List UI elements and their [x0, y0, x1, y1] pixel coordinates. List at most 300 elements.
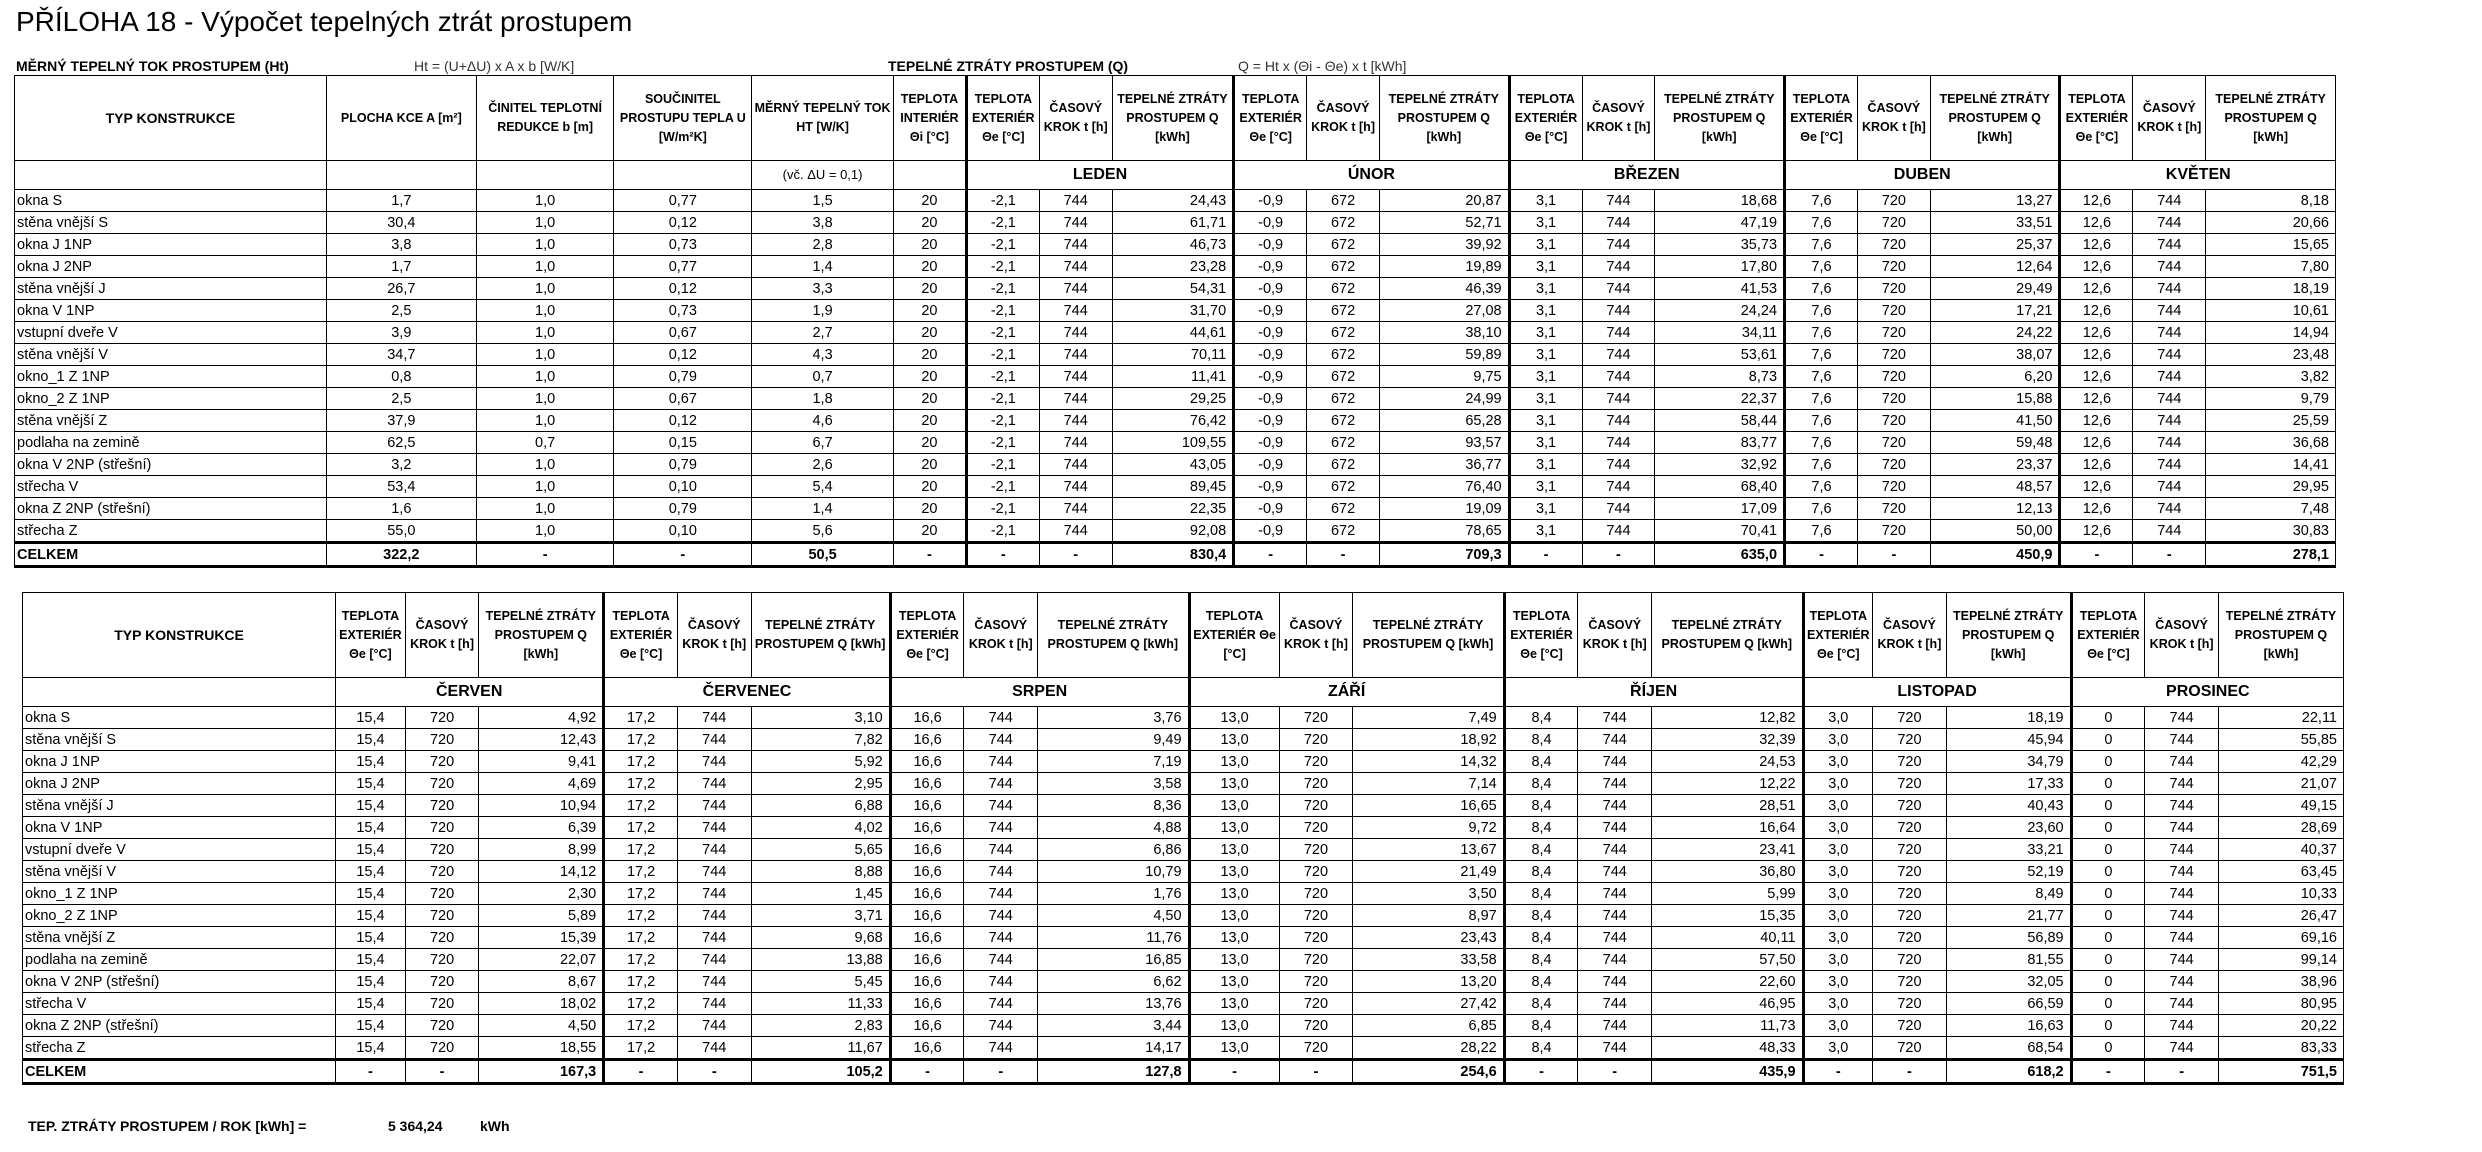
teplota-exterier-value: 8,4 — [1504, 861, 1578, 883]
heat-loss-value: 5,45 — [751, 971, 890, 993]
base-value: 1,8 — [752, 388, 894, 410]
teplota-exterier-value: 17,2 — [604, 971, 678, 993]
teplota-exterier-value: 0 — [2071, 993, 2145, 1015]
heat-loss-value: 4,92 — [479, 707, 604, 729]
heat-loss-value: 9,79 — [2206, 388, 2336, 410]
header-casovy-krok: ČASOVÝ KROK t [h] — [1039, 76, 1112, 161]
teplota-exterier-value: 15,4 — [336, 817, 406, 839]
total-dash: - — [476, 543, 614, 567]
teplota-exterier-value: 16,6 — [890, 1015, 964, 1037]
heat-loss-value: 24,43 — [1112, 190, 1234, 212]
header-typ-konstrukce: TYP KONSTRUKCE — [23, 593, 336, 678]
teplota-exterier-value: 17,2 — [604, 905, 678, 927]
heat-loss-value: 89,45 — [1112, 476, 1234, 498]
teplota-exterier-value: 7,6 — [1785, 366, 1858, 388]
heat-loss-value: 13,67 — [1353, 839, 1504, 861]
table-row — [23, 927, 2344, 949]
teplota-exterier-value: 3,1 — [1509, 388, 1582, 410]
teplota-exterier-value: -2,1 — [966, 366, 1039, 388]
table-row — [23, 795, 2344, 817]
teplota-exterier-value: 3,0 — [1803, 817, 1873, 839]
teplota-exterier-value: 3,1 — [1509, 256, 1582, 278]
table-row — [23, 729, 2344, 751]
teplota-exterier-value: 13,0 — [1189, 707, 1279, 729]
total-dash: - — [1234, 543, 1307, 567]
heat-loss-value: 8,36 — [1038, 795, 1189, 817]
base-value: 5,6 — [752, 520, 894, 543]
header-teplota-exterier: TEPLOTA EXTERIÉR Θe [°C] — [890, 593, 964, 678]
heat-loss-value: 57,50 — [1652, 949, 1803, 971]
page-title: PŘÍLOHA 18 - Výpočet tepelných ztrát prostupem — [16, 6, 633, 37]
casovy-krok-value: 744 — [2133, 234, 2206, 256]
casovy-krok-value: 720 — [405, 773, 479, 795]
heat-loss-value: 36,80 — [1652, 861, 1803, 883]
header-teplota-interier: TEPLOTA INTERIÉR Θi [°C] — [893, 76, 966, 161]
casovy-krok-value: 720 — [1873, 883, 1947, 905]
heat-loss-value: 9,72 — [1353, 817, 1504, 839]
heat-loss-value: 3,71 — [751, 905, 890, 927]
casovy-krok-value: 672 — [1307, 300, 1380, 322]
total-dash: - — [1189, 1060, 1279, 1084]
base-value: 1,6 — [326, 498, 476, 520]
heat-loss-value: 17,21 — [1930, 300, 2060, 322]
teplota-exterier-value: 16,6 — [890, 839, 964, 861]
base-value: 55,0 — [326, 520, 476, 543]
heat-loss-value: 45,94 — [1946, 729, 2071, 751]
casovy-krok-value: 744 — [2133, 498, 2206, 520]
casovy-krok-value: 744 — [1578, 905, 1652, 927]
heat-loss-value: 47,19 — [1655, 212, 1785, 234]
teplota-exterier-value: 17,2 — [604, 883, 678, 905]
total-dash: - — [1279, 1060, 1353, 1084]
casovy-krok-value: 744 — [964, 817, 1038, 839]
heat-loss-value: 7,82 — [751, 729, 890, 751]
section2-formula: Q = Ht x (Θi - Θe) x t [kWh] — [1238, 58, 1407, 74]
table-row — [15, 212, 2336, 234]
heat-loss-value: 6,88 — [751, 795, 890, 817]
heat-loss-value: 5,89 — [479, 905, 604, 927]
casovy-krok-value: 744 — [964, 707, 1038, 729]
casovy-krok-value: 744 — [2133, 344, 2206, 366]
heat-loss-value: 35,73 — [1655, 234, 1785, 256]
heat-loss-value: 31,70 — [1112, 300, 1234, 322]
header-casovy-krok: ČASOVÝ KROK t [h] — [2133, 76, 2206, 161]
heat-loss-value: 4,50 — [479, 1015, 604, 1037]
construction-type: střecha V — [23, 993, 336, 1015]
teplota-exterier-value: 3,1 — [1509, 190, 1582, 212]
casovy-krok-value: 744 — [1039, 300, 1112, 322]
header-casovy-krok: ČASOVÝ KROK t [h] — [1857, 76, 1930, 161]
casovy-krok-value: 744 — [2145, 1037, 2219, 1060]
teplota-exterier-value: -2,1 — [966, 388, 1039, 410]
teplota-exterier-value: 0 — [2071, 1015, 2145, 1037]
heat-loss-value: 36,68 — [2206, 432, 2336, 454]
total-label: CELKEM — [23, 1060, 336, 1084]
base-value: 2,5 — [326, 388, 476, 410]
table-row — [15, 476, 2336, 498]
heat-loss-value: 2,83 — [751, 1015, 890, 1037]
teplota-exterier-value: 15,4 — [336, 927, 406, 949]
heat-loss-value: 2,95 — [751, 773, 890, 795]
heat-loss-value: 54,31 — [1112, 278, 1234, 300]
total-dash: - — [405, 1060, 479, 1084]
teplota-exterier-value: 3,0 — [1803, 861, 1873, 883]
heat-loss-value: 38,10 — [1380, 322, 1510, 344]
header-teplota-exterier: TEPLOTA EXTERIÉR Θe [°C] — [1189, 593, 1279, 678]
base-value: 34,7 — [326, 344, 476, 366]
base-value: 1,7 — [326, 256, 476, 278]
teplota-exterier-value: 8,4 — [1504, 993, 1578, 1015]
teplota-exterier-value: 13,0 — [1189, 751, 1279, 773]
casovy-krok-value: 720 — [1279, 949, 1353, 971]
casovy-krok-value: 720 — [1857, 454, 1930, 476]
casovy-krok-value: 744 — [1039, 234, 1112, 256]
casovy-krok-value: 720 — [1857, 322, 1930, 344]
casovy-krok-value: 720 — [1279, 707, 1353, 729]
casovy-krok-value: 744 — [1039, 366, 1112, 388]
teplota-exterier-value: 3,0 — [1803, 949, 1873, 971]
teplota-exterier-value: 3,0 — [1803, 751, 1873, 773]
base-value: 1,0 — [476, 256, 614, 278]
header-casovy-krok: ČASOVÝ KROK t [h] — [1582, 76, 1655, 161]
construction-type: okno_2 Z 1NP — [23, 905, 336, 927]
heat-loss-value: 68,40 — [1655, 476, 1785, 498]
casovy-krok-value: 744 — [2133, 476, 2206, 498]
total-heat-loss: 450,9 — [1930, 543, 2060, 567]
casovy-krok-value: 744 — [1582, 278, 1655, 300]
total-heat-loss: 167,3 — [479, 1060, 604, 1084]
heat-loss-value: 42,29 — [2218, 751, 2343, 773]
heat-loss-value: 12,13 — [1930, 498, 2060, 520]
casovy-krok-value: 672 — [1307, 366, 1380, 388]
teplota-exterier-value: 8,4 — [1504, 795, 1578, 817]
teplota-exterier-value: 15,4 — [336, 1015, 406, 1037]
teplota-exterier-value: 15,4 — [336, 883, 406, 905]
construction-type: okno_2 Z 1NP — [15, 388, 327, 410]
heat-loss-value: 20,66 — [2206, 212, 2336, 234]
heat-loss-value: 9,75 — [1380, 366, 1510, 388]
casovy-krok-value: 720 — [1873, 751, 1947, 773]
base-value: 1,7 — [326, 190, 476, 212]
table-row — [23, 905, 2344, 927]
base-value: 1,0 — [476, 278, 614, 300]
base-value: 26,7 — [326, 278, 476, 300]
casovy-krok-value: 744 — [964, 773, 1038, 795]
teplota-exterier-value: 16,6 — [890, 949, 964, 971]
header-tepelne-ztraty: TEPELNÉ ZTRÁTY PROSTUPEM Q [kWh] — [1655, 76, 1785, 161]
teplota-exterier-value: 7,6 — [1785, 256, 1858, 278]
casovy-krok-value: 744 — [2133, 322, 2206, 344]
casovy-krok-value: 744 — [2145, 993, 2219, 1015]
teplota-exterier-value: 13,0 — [1189, 905, 1279, 927]
heat-loss-value: 40,43 — [1946, 795, 2071, 817]
heat-loss-value: 76,40 — [1380, 476, 1510, 498]
total-dash: - — [1582, 543, 1655, 567]
heat-loss-value: 8,73 — [1655, 366, 1785, 388]
heat-loss-value: 99,14 — [2218, 949, 2343, 971]
header-teplota-exterier: TEPLOTA EXTERIÉR Θe [°C] — [1803, 593, 1873, 678]
teplota-exterier-value: 3,1 — [1509, 234, 1582, 256]
base-value: 20 — [893, 476, 966, 498]
teplota-exterier-value: 16,6 — [890, 751, 964, 773]
heat-loss-value: 28,69 — [2218, 817, 2343, 839]
base-value: 1,0 — [476, 366, 614, 388]
casovy-krok-value: 744 — [1582, 234, 1655, 256]
total-heat-loss: 635,0 — [1655, 543, 1785, 567]
base-value: 0,8 — [326, 366, 476, 388]
table-row — [15, 344, 2336, 366]
base-value: 20 — [893, 190, 966, 212]
base-value: 20 — [893, 520, 966, 543]
heat-loss-value: 83,77 — [1655, 432, 1785, 454]
table-row — [15, 432, 2336, 454]
heat-loss-value: 48,57 — [1930, 476, 2060, 498]
casovy-krok-value: 720 — [405, 707, 479, 729]
casovy-krok-value: 720 — [1857, 300, 1930, 322]
teplota-exterier-value: -0,9 — [1234, 344, 1307, 366]
teplota-exterier-value: 17,2 — [604, 817, 678, 839]
heat-loss-value: 93,57 — [1380, 432, 1510, 454]
casovy-krok-value: 720 — [1873, 905, 1947, 927]
heat-loss-value: 76,42 — [1112, 410, 1234, 432]
teplota-exterier-value: 12,6 — [2060, 498, 2133, 520]
casovy-krok-value: 744 — [1578, 751, 1652, 773]
teplota-exterier-value: -0,9 — [1234, 476, 1307, 498]
base-value: 0,79 — [614, 498, 752, 520]
heat-loss-value: 26,47 — [2218, 905, 2343, 927]
total-heat-loss: 830,4 — [1112, 543, 1234, 567]
heat-loss-value: 15,65 — [2206, 234, 2336, 256]
header-tepelne-ztraty: TEPELNÉ ZTRÁTY PROSTUPEM Q [kWh] — [1380, 76, 1510, 161]
heat-loss-value: 52,19 — [1946, 861, 2071, 883]
month-header-zari: ZÁŘÍ — [1189, 678, 1504, 707]
casovy-krok-value: 744 — [1578, 729, 1652, 751]
heat-loss-value: 15,39 — [479, 927, 604, 949]
total-dash: - — [893, 543, 966, 567]
heat-loss-value: 12,82 — [1652, 707, 1803, 729]
casovy-krok-value: 720 — [1279, 993, 1353, 1015]
teplota-exterier-value: -2,1 — [966, 256, 1039, 278]
heat-loss-value: 5,92 — [751, 751, 890, 773]
casovy-krok-value: 720 — [1873, 817, 1947, 839]
header-plocha: PLOCHA KCE A [m²] — [326, 76, 476, 161]
heat-loss-value: 15,35 — [1652, 905, 1803, 927]
heat-loss-value: 41,50 — [1930, 410, 2060, 432]
casovy-krok-value: 720 — [405, 1015, 479, 1037]
heat-loss-value: 18,19 — [2206, 278, 2336, 300]
heat-loss-value: 29,25 — [1112, 388, 1234, 410]
casovy-krok-value: 720 — [405, 971, 479, 993]
total-dash: - — [890, 1060, 964, 1084]
table-row — [15, 278, 2336, 300]
month-header-rijen: ŘÍJEN — [1504, 678, 1803, 707]
teplota-exterier-value: 16,6 — [890, 927, 964, 949]
casovy-krok-value: 672 — [1307, 498, 1380, 520]
teplota-exterier-value: 16,6 — [890, 861, 964, 883]
teplota-exterier-value: 13,0 — [1189, 1037, 1279, 1060]
construction-type: stěna vnější J — [23, 795, 336, 817]
month-header-brezen: BŘEZEN — [1509, 161, 1784, 190]
teplota-exterier-value: 0 — [2071, 729, 2145, 751]
heat-loss-value: 16,63 — [1946, 1015, 2071, 1037]
heat-loss-value: 3,58 — [1038, 773, 1189, 795]
base-value: 0,77 — [614, 190, 752, 212]
total-dash: - — [2060, 543, 2133, 567]
casovy-krok-value: 744 — [1578, 949, 1652, 971]
teplota-exterier-value: 12,6 — [2060, 190, 2133, 212]
heat-loss-value: 10,79 — [1038, 861, 1189, 883]
heat-loss-value: 19,89 — [1380, 256, 1510, 278]
teplota-exterier-value: 13,0 — [1189, 993, 1279, 1015]
teplota-exterier-value: 13,0 — [1189, 861, 1279, 883]
table-row — [23, 1037, 2344, 1060]
teplota-exterier-value: 3,1 — [1509, 454, 1582, 476]
total-dash: - — [1039, 543, 1112, 567]
construction-type: okna S — [23, 707, 336, 729]
heat-loss-value: 5,65 — [751, 839, 890, 861]
heat-loss-value: 8,18 — [2206, 190, 2336, 212]
heat-loss-value: 33,58 — [1353, 949, 1504, 971]
heat-loss-value: 21,77 — [1946, 905, 2071, 927]
teplota-exterier-value: 15,4 — [336, 861, 406, 883]
teplota-exterier-value: 3,1 — [1509, 344, 1582, 366]
teplota-exterier-value: 3,0 — [1803, 971, 1873, 993]
heat-loss-value: 9,68 — [751, 927, 890, 949]
teplota-exterier-value: -0,9 — [1234, 366, 1307, 388]
heat-loss-value: 27,42 — [1353, 993, 1504, 1015]
teplota-exterier-value: 16,6 — [890, 795, 964, 817]
header-teplota-exterier: TEPLOTA EXTERIÉR Θe [°C] — [2060, 76, 2133, 161]
casovy-krok-value: 744 — [677, 1015, 751, 1037]
teplota-exterier-value: 13,0 — [1189, 773, 1279, 795]
heat-loss-value: 12,64 — [1930, 256, 2060, 278]
base-value: 20 — [893, 366, 966, 388]
casovy-krok-value: 744 — [2133, 410, 2206, 432]
casovy-krok-value: 720 — [1279, 861, 1353, 883]
base-value: 1,9 — [752, 300, 894, 322]
casovy-krok-value: 744 — [2133, 256, 2206, 278]
teplota-exterier-value: 7,6 — [1785, 432, 1858, 454]
total-plocha: 322,2 — [326, 543, 476, 567]
heat-loss-value: 4,50 — [1038, 905, 1189, 927]
base-value: 0,73 — [614, 234, 752, 256]
header-casovy-krok: ČASOVÝ KROK t [h] — [1873, 593, 1947, 678]
teplota-exterier-value: -2,1 — [966, 476, 1039, 498]
teplota-exterier-value: 16,6 — [890, 905, 964, 927]
casovy-krok-value: 744 — [2145, 971, 2219, 993]
total-row — [23, 1060, 2344, 1084]
teplota-exterier-value: 12,6 — [2060, 432, 2133, 454]
month-header-kveten: KVĚTEN — [2060, 161, 2336, 190]
teplota-exterier-value: 7,6 — [1785, 300, 1858, 322]
header-teplota-exterier: TEPLOTA EXTERIÉR Θe [°C] — [604, 593, 678, 678]
base-value: 1,0 — [476, 498, 614, 520]
total-heat-loss: 127,8 — [1038, 1060, 1189, 1084]
casovy-krok-value: 720 — [1873, 1015, 1947, 1037]
teplota-exterier-value: 8,4 — [1504, 707, 1578, 729]
table-row — [15, 520, 2336, 543]
header-teplota-exterier: TEPLOTA EXTERIÉR Θe [°C] — [1234, 76, 1307, 161]
heat-loss-value: 8,88 — [751, 861, 890, 883]
teplota-exterier-value: 8,4 — [1504, 839, 1578, 861]
teplota-exterier-value: 16,6 — [890, 883, 964, 905]
casovy-krok-value: 744 — [1582, 300, 1655, 322]
casovy-krok-value: 720 — [1279, 1015, 1353, 1037]
casovy-krok-value: 720 — [1857, 520, 1930, 543]
heat-loss-value: 53,61 — [1655, 344, 1785, 366]
construction-type: okna Z 2NP (střešní) — [23, 1015, 336, 1037]
heat-loss-value: 15,88 — [1930, 388, 2060, 410]
base-value: 1,0 — [476, 520, 614, 543]
teplota-exterier-value: -0,9 — [1234, 234, 1307, 256]
casovy-krok-value: 744 — [1039, 388, 1112, 410]
teplota-exterier-value: 8,4 — [1504, 927, 1578, 949]
casovy-krok-value: 744 — [1582, 190, 1655, 212]
casovy-krok-value: 720 — [1857, 476, 1930, 498]
base-value: 20 — [893, 322, 966, 344]
header-casovy-krok: ČASOVÝ KROK t [h] — [1578, 593, 1652, 678]
teplota-exterier-value: 16,6 — [890, 1037, 964, 1060]
teplota-exterier-value: 3,0 — [1803, 773, 1873, 795]
heat-loss-value: 59,89 — [1380, 344, 1510, 366]
heat-loss-value: 11,67 — [751, 1037, 890, 1060]
base-value: 20 — [893, 234, 966, 256]
casovy-krok-value: 744 — [677, 1037, 751, 1060]
base-value: 0,10 — [614, 476, 752, 498]
construction-type: stěna vnější V — [23, 861, 336, 883]
teplota-exterier-value: 3,0 — [1803, 729, 1873, 751]
casovy-krok-value: 744 — [2145, 905, 2219, 927]
header-merny-tok: MĚRNÝ TEPELNÝ TOK HT [W/K] — [752, 76, 894, 161]
casovy-krok-value: 720 — [1873, 861, 1947, 883]
base-value: 1,0 — [476, 454, 614, 476]
table-row — [15, 190, 2336, 212]
heat-loss-value: 3,50 — [1353, 883, 1504, 905]
casovy-krok-value: 744 — [964, 1015, 1038, 1037]
teplota-exterier-value: -0,9 — [1234, 212, 1307, 234]
teplota-exterier-value: 3,0 — [1803, 993, 1873, 1015]
base-value: 0,12 — [614, 410, 752, 432]
construction-type: okna J 1NP — [23, 751, 336, 773]
heat-loss-value: 3,76 — [1038, 707, 1189, 729]
construction-type: stěna vnější S — [23, 729, 336, 751]
month-header-duben: DUBEN — [1785, 161, 2060, 190]
heat-loss-value: 22,37 — [1655, 388, 1785, 410]
casovy-krok-value: 744 — [1582, 476, 1655, 498]
construction-type: stěna vnější S — [15, 212, 327, 234]
casovy-krok-value: 744 — [1039, 410, 1112, 432]
base-value: 20 — [893, 454, 966, 476]
heat-loss-value: 33,51 — [1930, 212, 2060, 234]
heat-loss-value: 30,83 — [2206, 520, 2336, 543]
casovy-krok-value: 744 — [1039, 498, 1112, 520]
total-dash: - — [614, 543, 752, 567]
header-tepelne-ztraty: TEPELNÉ ZTRÁTY PROSTUPEM Q [kWh] — [2218, 593, 2343, 678]
casovy-krok-value: 672 — [1307, 256, 1380, 278]
teplota-exterier-value: 3,0 — [1803, 707, 1873, 729]
heat-loss-value: 46,39 — [1380, 278, 1510, 300]
construction-type: vstupní dveře V — [15, 322, 327, 344]
teplota-exterier-value: 3,1 — [1509, 322, 1582, 344]
casovy-krok-value: 744 — [677, 839, 751, 861]
casovy-krok-value: 744 — [2145, 707, 2219, 729]
casovy-krok-value: 720 — [1279, 883, 1353, 905]
heat-loss-value: 8,97 — [1353, 905, 1504, 927]
heat-loss-value: 55,85 — [2218, 729, 2343, 751]
casovy-krok-value: 720 — [1857, 498, 1930, 520]
heat-loss-value: 81,55 — [1946, 949, 2071, 971]
base-value: 2,5 — [326, 300, 476, 322]
